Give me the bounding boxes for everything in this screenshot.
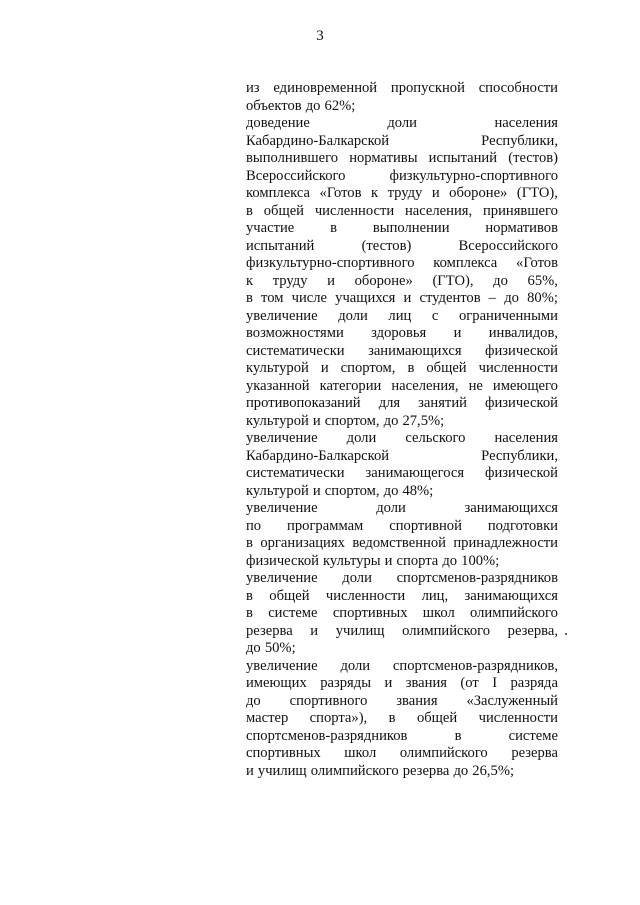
text-line: в общей численности населения, принявшего (246, 202, 558, 219)
text-line: культурой и спортом, до 48%; (246, 482, 434, 499)
text-line: культурой и спортом, до 27,5%; (246, 412, 445, 429)
text-line: увеличение доли сельского населения (246, 430, 558, 446)
text-line: Кабардино-Балкарской Республики, (246, 447, 558, 464)
text-line: до спортивного звания «Заслуженный (246, 692, 558, 709)
text-line: в организациях ведомственной принадлежности (246, 535, 558, 551)
text-line: Кабардино-Балкарской Республики, (246, 132, 558, 149)
text-line: культурой и спортом, в общей численности (246, 360, 558, 376)
text-line: объектов до 62%; (246, 97, 356, 114)
text-line: к труду и обороне» (ГТО), до 65%, (246, 272, 558, 289)
document-body (246, 80, 558, 780)
text-line: систематически занимающихся физической (246, 342, 558, 359)
text-line: резерва и училищ олимпийского резерва, (246, 622, 558, 639)
text-line: доведение доли населения (246, 115, 558, 131)
text-line: Всероссийского физкультурно-спортивного (246, 167, 558, 184)
text-line: спортсменов-разрядников в системе (246, 727, 558, 744)
text-line: в системе спортивных школ олимпийского (246, 605, 558, 621)
text-line: до 50%; (246, 640, 296, 656)
text-line: в общей численности лиц, занимающихся (246, 587, 558, 604)
text-line: в том числе учащихся и студентов – до 80%; (246, 290, 558, 306)
text-line: мастер спорта»), в общей численности (246, 710, 558, 726)
text-line: имеющих разряды и звания (от I разряда (246, 675, 558, 691)
text-line: увеличение доли занимающихся (246, 500, 558, 516)
text-line: из единовременной пропускной способности (246, 80, 558, 96)
text-line: спортивных школ олимпийского резерва (246, 745, 558, 761)
text-line: противопоказаний для занятий физической (246, 395, 558, 411)
text-line: по программам спортивной подготовки (246, 517, 558, 534)
text-line: указанной категории населения, не имеющего (246, 377, 558, 394)
text-line: увеличение доли спортсменов-разрядников (246, 570, 558, 586)
text-line: физкультурно-спортивного комплекса «Готов (246, 255, 558, 271)
text-line: систематически занимающегося физической (246, 465, 558, 481)
text-line: возможностями здоровья и инвалидов, (246, 325, 558, 341)
text-line: выполнившего нормативы испытаний (тестов) (246, 150, 558, 166)
text-line: физической культуры и спорта до 100%; (246, 552, 500, 569)
text-line: увеличение доли лиц с ограниченными (246, 307, 558, 324)
text-line: участие в выполнении нормативов (246, 220, 558, 236)
text-line: и училищ олимпийского резерва до 26,5%; (246, 762, 515, 779)
text-line: испытаний (тестов) Всероссийского (246, 237, 558, 254)
page-number: 3 (316, 28, 324, 44)
scan-speck (565, 633, 567, 635)
text-line: комплекса «Готов к труду и обороне» (ГТО), (246, 185, 558, 201)
text-line: увеличение доли спортсменов-разрядников, (246, 657, 558, 674)
